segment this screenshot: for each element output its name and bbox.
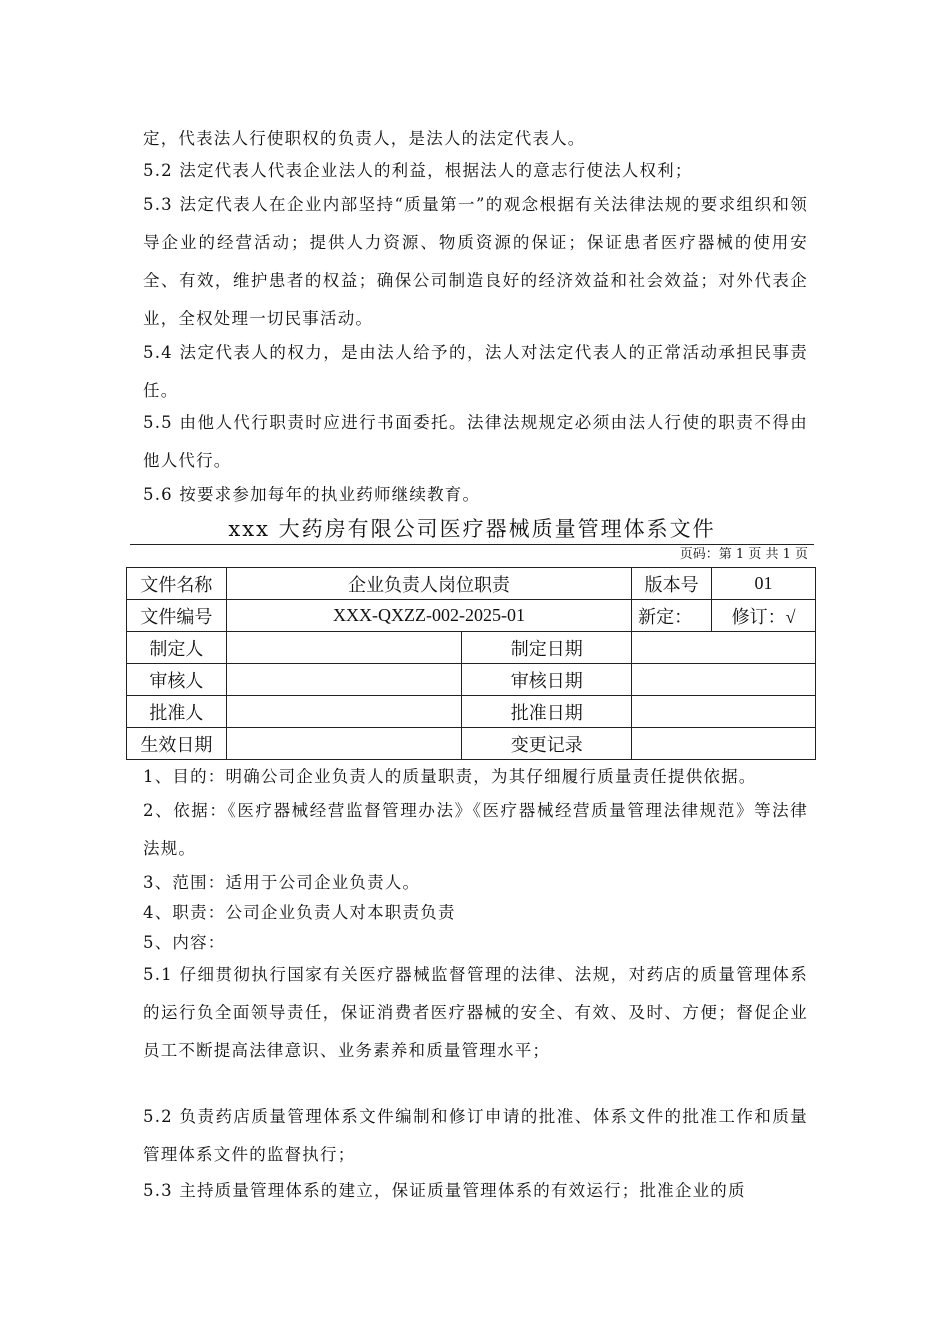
change-log-value bbox=[632, 728, 816, 760]
table-row bbox=[127, 696, 816, 728]
paragraph-5-6-legal-rep: 5.6 按要求参加每年的执业药师继续教育。 bbox=[143, 485, 481, 504]
table-row bbox=[127, 632, 816, 664]
document-info-table bbox=[126, 567, 816, 760]
author-label: 制定人 bbox=[127, 632, 227, 664]
file-no-value: XXX-QXZZ-002-2025-01 bbox=[226, 600, 631, 632]
table-row bbox=[127, 728, 816, 760]
paragraph-5-1-duty: 5.1 仔细贯彻执行国家有关医疗器械监督管理的法律、法规，对药店的质量管理体系的运行负全面领导责任，保证消费者医疗器械的安全、有效、及时、方便；督促企业员工不断提高法律意识、业务素养和质量管理水平； bbox=[143, 965, 808, 1060]
approver-label: 批准人 bbox=[127, 696, 227, 728]
version-value: 01 bbox=[712, 568, 816, 600]
revise-label: 修订： bbox=[731, 606, 786, 627]
paragraph-legal-rep-definition: 定，代表法人行使职权的负责人，是法人的法定代表人。 bbox=[143, 129, 586, 148]
table-row bbox=[127, 568, 816, 600]
effective-date-value bbox=[226, 728, 462, 760]
paragraph-scope: 3、范围：适用于公司企业负责人。 bbox=[143, 873, 421, 892]
reviewer-value bbox=[226, 664, 462, 696]
page-number: 页码：第 1 页 共 1 页 bbox=[679, 547, 808, 562]
review-date-label: 审核日期 bbox=[462, 664, 632, 696]
reviewer-label: 审核人 bbox=[127, 664, 227, 696]
approve-date-label: 批准日期 bbox=[462, 696, 632, 728]
table-row bbox=[127, 600, 816, 632]
file-no-label: 文件编号 bbox=[127, 600, 227, 632]
paragraph-basis: 2、依据：《医疗器械经营监督管理办法》《医疗器械经营质量管理法律规范》等法律法规。 bbox=[143, 801, 808, 858]
paragraph-purpose: 1、目的：明确公司企业负责人的质量职责，为其仔细履行质量责任提供依据。 bbox=[143, 767, 757, 786]
change-log-label: 变更记录 bbox=[462, 728, 632, 760]
revise-cell bbox=[712, 600, 816, 632]
paragraph-5-3-legal-rep: 5.3 法定代表人在企业内部坚持“质量第一”的观念根据有关法律法规的要求组织和领导企业的经营活动；提供人力资源、物质资源的保证；保证患者医疗器械的使用安全、有效，维护患者的权益；确保公司制造良好的经济效益和社会效益；对外代表企业，全权处理一切民事活动。 bbox=[143, 195, 808, 328]
approve-date-value bbox=[632, 696, 816, 728]
paragraph-5-2-legal-rep: 5.2 法定代表人代表企业法人的利益，根据法人的意志行使法人权利； bbox=[143, 161, 693, 180]
author-date-value bbox=[632, 632, 816, 664]
paragraph-5-5-legal-rep: 5.5 由他人代行职责时应进行书面委托。法律法规规定必须由法人行使的职责不得由他人代行。 bbox=[143, 413, 808, 470]
author-date-label: 制定日期 bbox=[462, 632, 632, 664]
paragraph-duty: 4、职责：公司企业负责人对本职责负责 bbox=[143, 903, 456, 922]
effective-date-label: 生效日期 bbox=[127, 728, 227, 760]
paragraph-5-2-duty: 5.2 负责药店质量管理体系文件编制和修订申请的批准、体系文件的批准工作和质量管理体系文件的监督执行； bbox=[143, 1107, 808, 1164]
approver-value bbox=[226, 696, 462, 728]
file-name-label: 文件名称 bbox=[127, 568, 227, 600]
table-row bbox=[127, 664, 816, 696]
author-value bbox=[226, 632, 462, 664]
version-label: 版本号 bbox=[632, 568, 712, 600]
paragraph-5-4-legal-rep: 5.4 法定代表人的权力，是由法人给予的，法人对法定代表人的正常活动承担民事责任。 bbox=[143, 343, 808, 400]
paragraph-content-heading: 5、内容： bbox=[143, 933, 226, 952]
new-label: 新定： bbox=[632, 600, 712, 632]
document-title: xxx 大药房有限公司医疗器械质量管理体系文件 bbox=[228, 517, 716, 541]
revise-check-mark: √ bbox=[785, 606, 796, 627]
file-name-value: 企业负责人岗位职责 bbox=[226, 568, 631, 600]
review-date-value bbox=[632, 664, 816, 696]
paragraph-5-3-duty: 5.3 主持质量管理体系的建立，保证质量管理体系的有效运行；批准企业的质 bbox=[143, 1181, 746, 1200]
